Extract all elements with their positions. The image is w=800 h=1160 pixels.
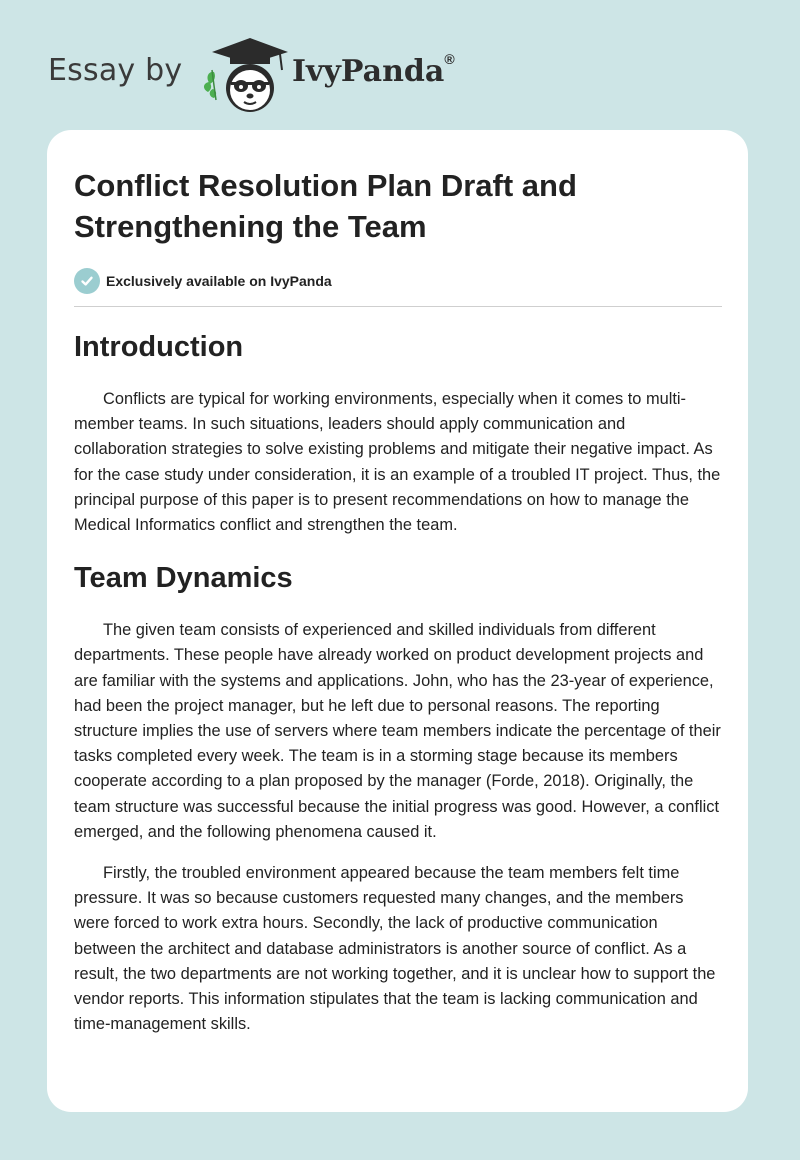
paragraph: The given team consists of experienced and skilled individuals from different departments. These people have already worked on product development projects and are familiar with the systems and applications. John, who has the 23-year of experience, had been the project manager, but he left due to personal reasons. The reporting structure implies the use of servers where team members indicate the percentage of their tasks completed every week. The team is in a storming stage because its members cooperate according to a plan proposed by the manager (Forde, 2018). Originally, the team structure was successful because the initial progress was good. However, a conflict emerged, and the following phenomena caused it. (74, 621, 721, 841)
section-heading: Team Dynamics (74, 562, 293, 595)
exclusive-badge-text: Exclusively available on IvyPanda (106, 273, 332, 289)
brand-name-text: IvyPanda (292, 54, 445, 89)
registered-mark: ® (444, 51, 455, 67)
essay-title: Conflict Resolution Plan Draft and Strengthening the Team (74, 168, 577, 244)
divider (74, 306, 722, 307)
check-circle-icon (74, 268, 100, 294)
section-introduction (74, 329, 722, 538)
exclusive-badge (74, 267, 722, 295)
paragraph: Conflicts are typical for working environments, especially when it comes to multi-member teams. In such situations, leaders should apply communication and collaboration strategies to solve existing problems and mitigate their negative impact. As for the case study under consideration, it is an example of a troubled IT project. Thus, the principal purpose of this paper is to present recommendations on how to manage the Medical Informatics conflict and strengthen the team. (74, 390, 721, 535)
essay-card (47, 130, 748, 1112)
section-heading: Introduction (74, 331, 244, 363)
site-header (48, 34, 748, 114)
ivypanda-logo-icon[interactable] (202, 34, 292, 114)
essay-by-label: Essay by (48, 53, 183, 88)
brand-name[interactable] (292, 51, 455, 89)
paragraph: Firstly, the troubled environment appeared because the team members felt time pressure. It was so because customers requested many changes, and the members were forced to work extra hours. Secondly, the lack of productive communication between the architect and database administrators is another source of conflict. As a result, the two departments are not working together, and it is unclear how to support the vendor reports. This information stipulates that the team is lacking communication and time-management skills. (74, 864, 716, 1034)
section-team-dynamics (74, 560, 722, 1037)
